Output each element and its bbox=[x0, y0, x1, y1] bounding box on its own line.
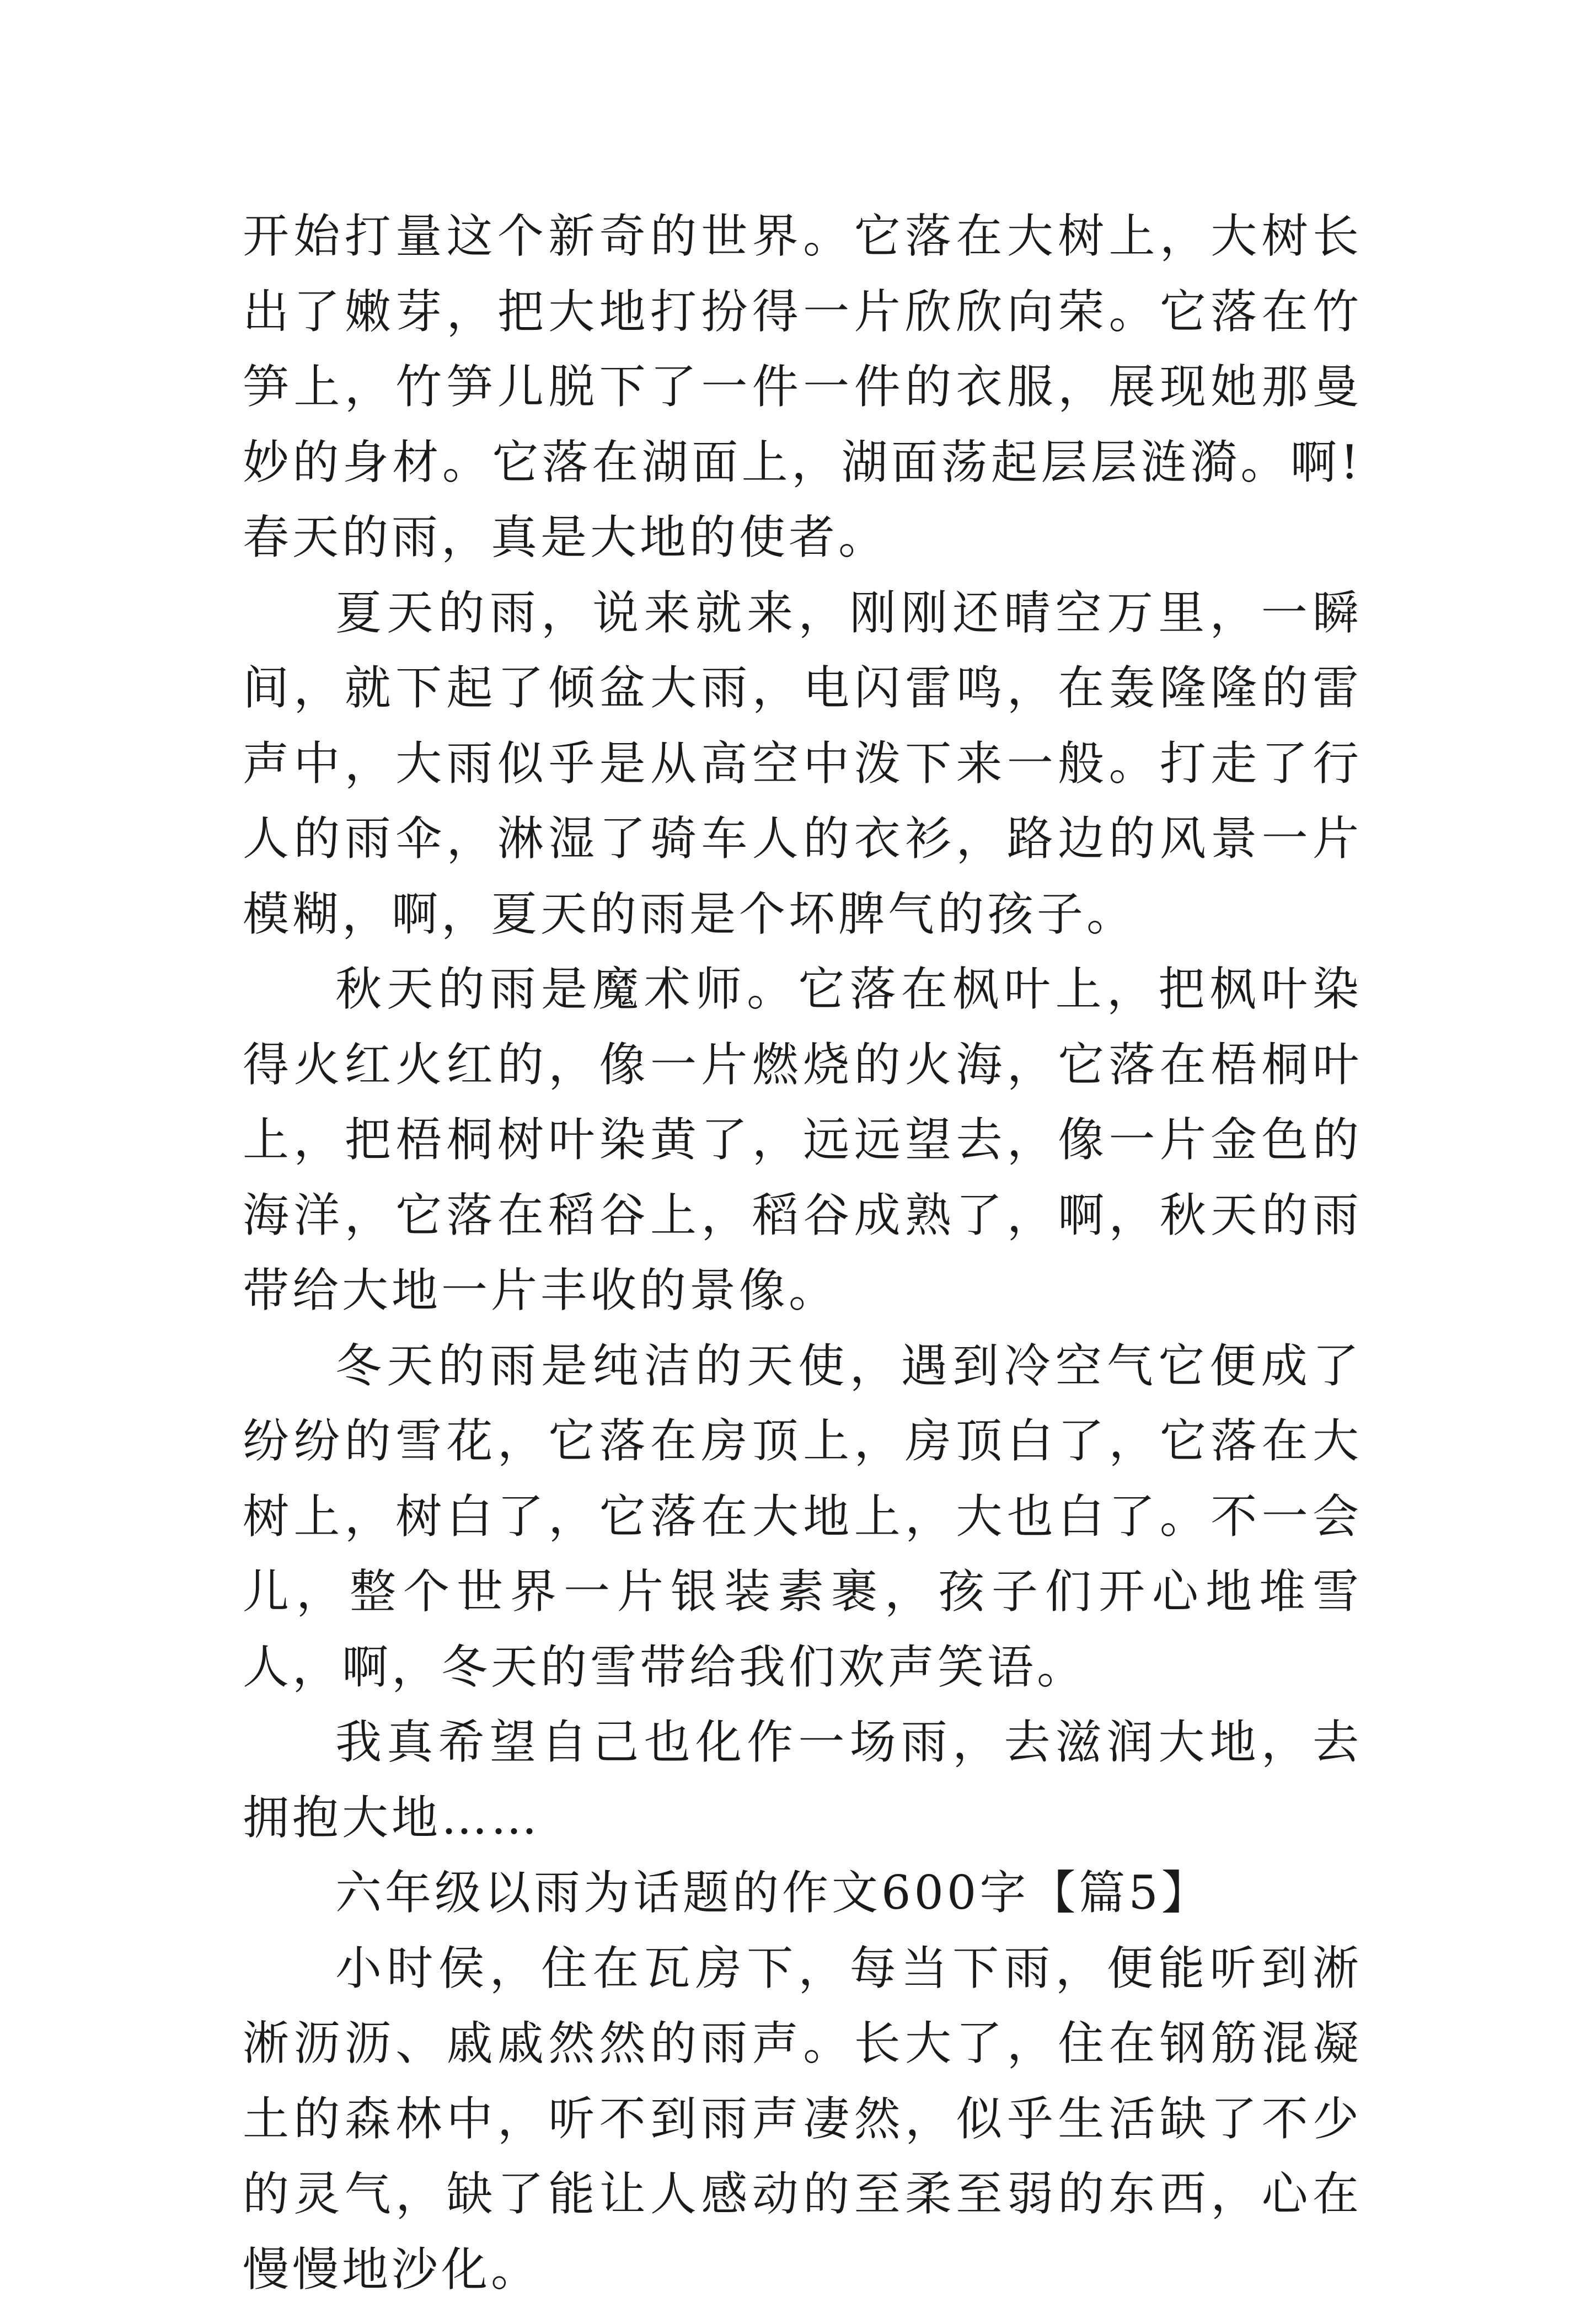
paragraph-closing-wish: 我真希望自己也化作一场雨，去滋润大地，去拥抱大地…… bbox=[243, 1705, 1362, 1855]
paragraph-winter-rain: 冬天的雨是纯洁的天使，遇到冷空气它便成了纷纷的雪花，它落在房顶上，房顶白了，它落在大树上，树白了，它落在大地上，大也白了。不一会儿，整个世界一片银装素裹，孩子们开心地堆雪人，啊，冬天的雪带给我们欢声笑语。 bbox=[243, 1328, 1362, 1705]
paragraph-summer-rain: 夏天的雨，说来就来，刚刚还晴空万里，一瞬间，就下起了倾盆大雨，电闪雷鸣，在轰隆隆的雷声中，大雨似乎是从高空中泼下来一般。打走了行人的雨伞，淋湿了骑车人的衣衫，路边的风景一片模糊，啊，夏天的雨是个坏脾气的孩子。 bbox=[243, 575, 1362, 952]
paragraph-autumn-rain: 秋天的雨是魔术师。它落在枫叶上，把枫叶染得火红火红的，像一片燃烧的火海，它落在梧桐叶上，把梧桐树叶染黄了，远远望去，像一片金色的海洋，它落在稻谷上，稻谷成熟了，啊，秋天的雨带给大地一片丰收的景像。 bbox=[243, 952, 1362, 1328]
paragraph-childhood-rain: 小时侯，住在瓦房下，每当下雨，便能听到淅淅沥沥、戚戚然然的雨声。长大了，住在钢筋混凝土的森林中，听不到雨声凄然，似乎生活缺了不少的灵气，缺了能让人感动的至柔至弱的东西，心在慢慢地沙化。 bbox=[243, 1931, 1362, 2307]
article-body bbox=[243, 199, 1362, 2307]
section-heading-piece-5: 六年级以雨为话题的作文600字【篇5】 bbox=[243, 1855, 1362, 1931]
paragraph-spring-rain-continued: 开始打量这个新奇的世界。它落在大树上，大树长出了嫩芽，把大地打扮得一片欣欣向荣。它落在竹笋上，竹笋儿脱下了一件一件的衣服，展现她那曼妙的身材。它落在湖面上，湖面荡起层层涟漪。啊!春天的雨，真是大地的使者。 bbox=[243, 199, 1362, 575]
